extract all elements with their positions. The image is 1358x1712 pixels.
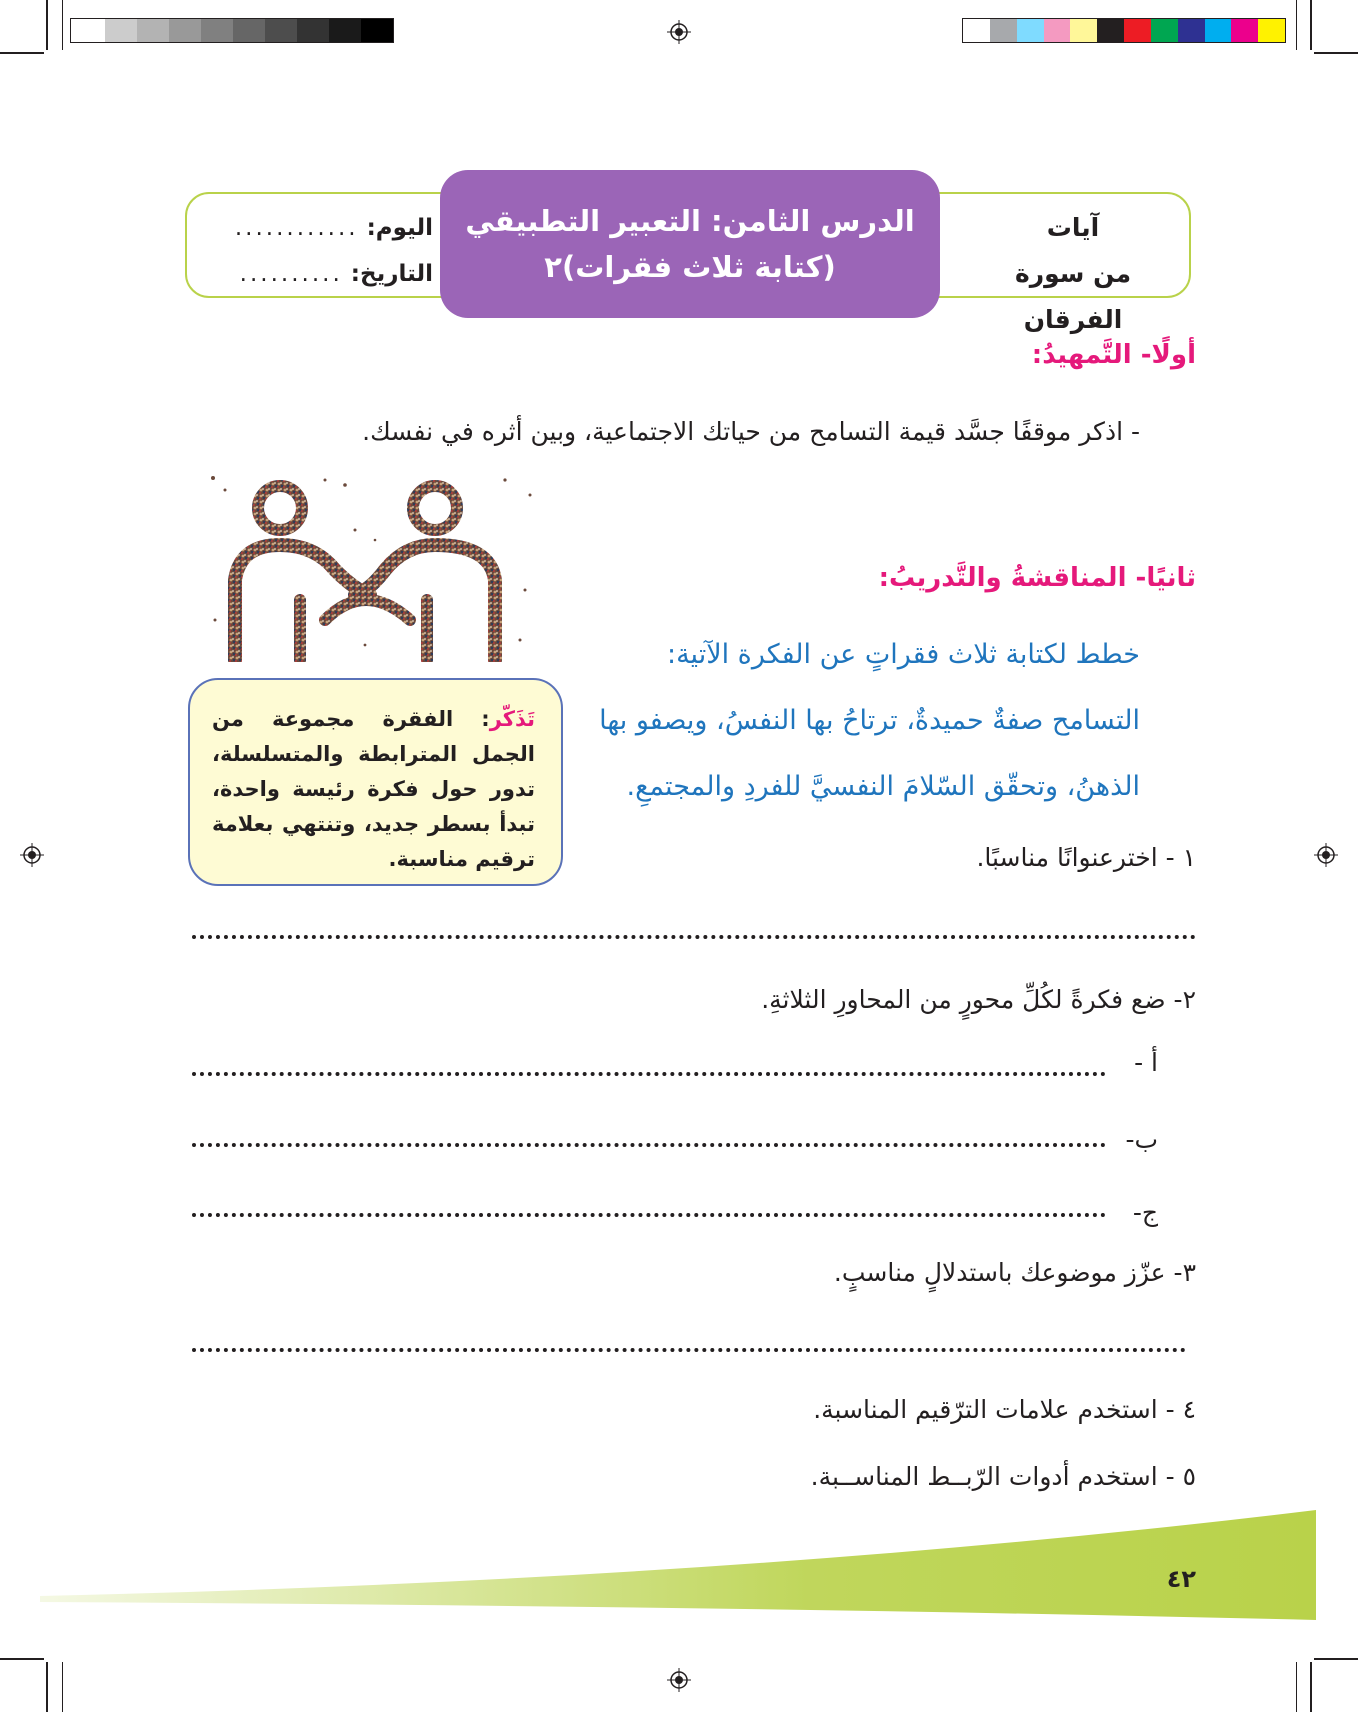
crop-mark <box>1310 0 1312 50</box>
registration-mark-icon <box>667 20 691 44</box>
color-calibration-strip <box>962 18 1286 43</box>
crop-mark <box>46 1662 48 1712</box>
day-field[interactable] <box>228 205 433 251</box>
sub-b-label: ب- <box>1125 1125 1158 1154</box>
crop-mark <box>1314 52 1358 54</box>
intro-prompt: - اذكر موقفًا جسَّد قيمة التسامح من حياتك الاجتماعية، وبين أثره في نفسك. <box>362 417 1140 446</box>
handshake-crowd-image <box>205 470 540 662</box>
task-1-title: ١ - اخترعنوانًا مناسبًا. <box>976 843 1196 872</box>
day-date-fields <box>228 205 433 297</box>
crop-mark <box>46 0 48 50</box>
answer-line-sub-a[interactable] <box>192 1072 1106 1076</box>
answer-line-task3[interactable] <box>192 1348 1186 1352</box>
crop-mark <box>1314 1658 1358 1660</box>
page-number: ٤٢ <box>1166 1565 1196 1593</box>
crop-mark <box>1310 1662 1312 1712</box>
task-5-connectors: ٥ - استخدم أدوات الرّبــط المناســبة. <box>810 1462 1196 1491</box>
footer-green-swoosh <box>40 1510 1316 1620</box>
remember-text: : الفقرة مجموعة من الجمل المترابطة والمتسلسلة، تدور حول فكرة رئيسة واحدة، تبدأ بسطر جديد، وتنتهي بعلامة ترقيم مناسبة. <box>212 707 535 871</box>
lesson-subtitle: (كتابة ثلاث فقرات)٢ <box>544 250 836 284</box>
idea-line-2: الذهنُ، وتحقّق السّلامَ النفسيَّ للفردِ والمجتمعِ. <box>626 771 1140 802</box>
crop-mark <box>62 0 63 50</box>
registration-mark-icon <box>1314 843 1338 867</box>
date-blank[interactable]: .......... <box>239 261 343 287</box>
section-intro-title: أولًا- التَّمهيدُ: <box>1031 340 1196 370</box>
answer-line-sub-c[interactable] <box>192 1213 1106 1217</box>
answer-line-task1[interactable] <box>192 935 1196 939</box>
surah-label-line2: من سورة الفرقان <box>1014 259 1132 334</box>
idea-line-1: التسامح صفةٌ حميدةٌ، ترتاحُ بها النفسُ، ويصفو بها <box>599 705 1140 736</box>
grayscale-calibration-strip <box>70 18 394 43</box>
crop-mark <box>1296 0 1297 50</box>
sub-a-label: أ - <box>1134 1048 1158 1077</box>
surah-label-line1: آيات <box>1046 213 1100 242</box>
crop-mark <box>62 1662 63 1712</box>
lesson-title-box <box>440 170 940 318</box>
crop-mark <box>1296 1662 1297 1712</box>
remember-keyword: تَذَكّر <box>489 707 535 731</box>
crop-mark <box>0 52 44 54</box>
date-field[interactable] <box>228 251 433 297</box>
registration-mark-icon <box>20 843 44 867</box>
date-label: التاريخ: <box>350 261 433 287</box>
sub-c-label: ج- <box>1132 1198 1158 1227</box>
surah-label <box>968 205 1178 343</box>
day-blank[interactable]: ............ <box>234 215 359 241</box>
crop-mark <box>0 1658 44 1660</box>
day-label: اليوم: <box>366 215 433 241</box>
task-2-ideas: ٢- ضع فكرةً لكُلِّ محورٍ من المحاورِ الثلاثةِ. <box>761 985 1196 1014</box>
registration-mark-icon <box>667 1668 691 1692</box>
plan-instruction: خطط لكتابة ثلاث فقراتٍ عن الفكرة الآتية: <box>666 639 1140 670</box>
task-3-evidence: ٣- عزّز موضوعك باستدلالٍ مناسبٍ. <box>833 1258 1196 1287</box>
lesson-title: الدرس الثامن: التعبير التطبيقي <box>465 204 915 238</box>
remember-note-box <box>188 678 563 886</box>
task-4-punctuation: ٤ - استخدم علامات الترّقيم المناسبة. <box>813 1395 1196 1424</box>
answer-line-sub-b[interactable] <box>192 1143 1106 1147</box>
section-discussion-title: ثانيًا- المناقشةُ والتَّدريبُ: <box>878 563 1196 593</box>
